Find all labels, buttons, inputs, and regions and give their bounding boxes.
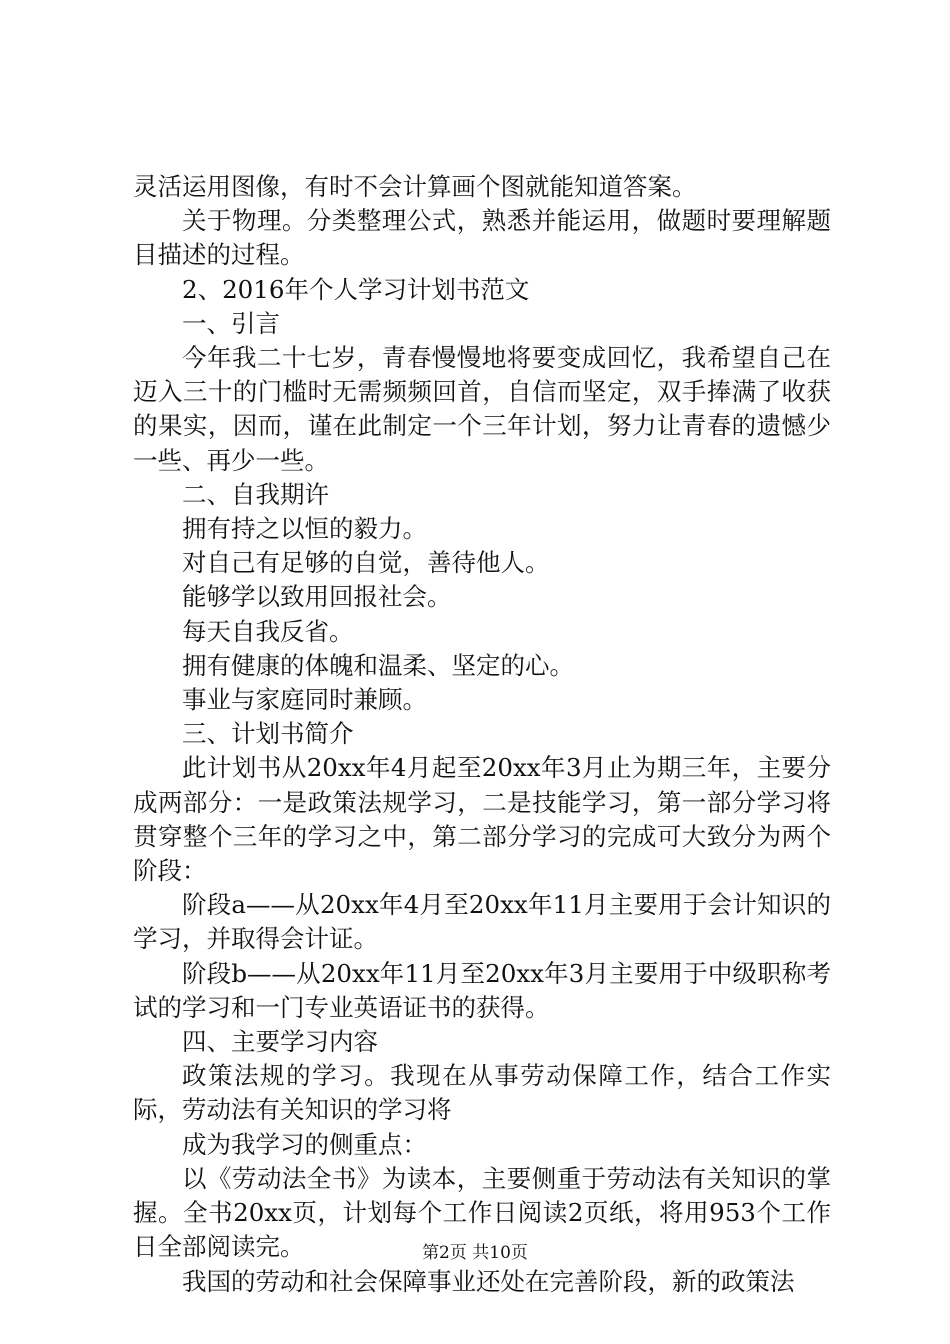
paragraph-1: 灵活运用图像，有时不会计算画个图就能知道答案。 (133, 172, 697, 201)
paragraph-stage-a: 阶段a——从20xx年4月至20xx年11月主要用于会计知识的学习，并取得会计证。 (133, 890, 831, 954)
list-item-expectation-4: 每天自我反省。 (182, 616, 354, 646)
heading-introduction: 一、引言 (182, 308, 280, 338)
list-item-expectation-2: 对自己有足够的自觉，善待他人。 (182, 548, 550, 578)
paragraph-policy-study: 政策法规的学习。我现在从事劳动保障工作，结合工作实际，劳动法有关知识的学习将 (133, 1061, 831, 1125)
paragraph-focus: 成为我学习的侧重点： (182, 1129, 427, 1159)
list-item-expectation-6: 事业与家庭同时兼顾。 (182, 685, 427, 715)
paragraph-plan-overview: 此计划书从20xx年4月起至20xx年3月止为期三年，主要分成两部分：一是政策法规学习，二是技能学习，第一部分学习将贯穿整个三年的学习之中，第二部分学习的完成可大致分为两个阶段： (133, 753, 831, 886)
heading-self-expectation: 二、自我期许 (182, 479, 329, 509)
paragraph-introduction: 今年我二十七岁，青春慢慢地将要变成回忆，我希望自己在迈入三十的门槛时无需频频回首，自信而坚定，双手捧满了收获的果实，因而，谨在此制定一个三年计划，努力让青春的遗憾少一些、再少一些。 (133, 343, 831, 475)
paragraph-reading-plan: 以《劳动法全书》为读本，主要侧重于劳动法有关知识的掌握。全书20xx页，计划每个工作日阅读2页纸，将用953个工作日全部阅读完。 (133, 1163, 831, 1262)
list-item-expectation-1: 拥有持之以恒的毅力。 (182, 514, 427, 544)
list-item-expectation-3: 能够学以致用回报社会。 (182, 582, 452, 612)
paragraph-stage-b: 阶段b——从20xx年11月至20xx年3月主要用于中级职称考试的学习和一门专业英语证书的获得。 (133, 958, 831, 1022)
list-item-expectation-5: 拥有健康的体魄和温柔、坚定的心。 (182, 650, 574, 680)
paragraph-2: 关于物理。分类整理公式，熟悉并能运用，做题时要理解题目描述的过程。 (133, 206, 831, 270)
heading-main-content: 四、主要学习内容 (182, 1027, 378, 1057)
page-number-footer: 第2页 共10页 (422, 1243, 528, 1263)
section-heading-2: 2、2016年个人学习计划书范文 (182, 274, 530, 304)
heading-plan-overview: 三、计划书简介 (182, 719, 354, 749)
paragraph-social-security: 我国的劳动和社会保障事业还处在完善阶段，新的政策法 (182, 1266, 795, 1296)
document-body (133, 170, 831, 1299)
